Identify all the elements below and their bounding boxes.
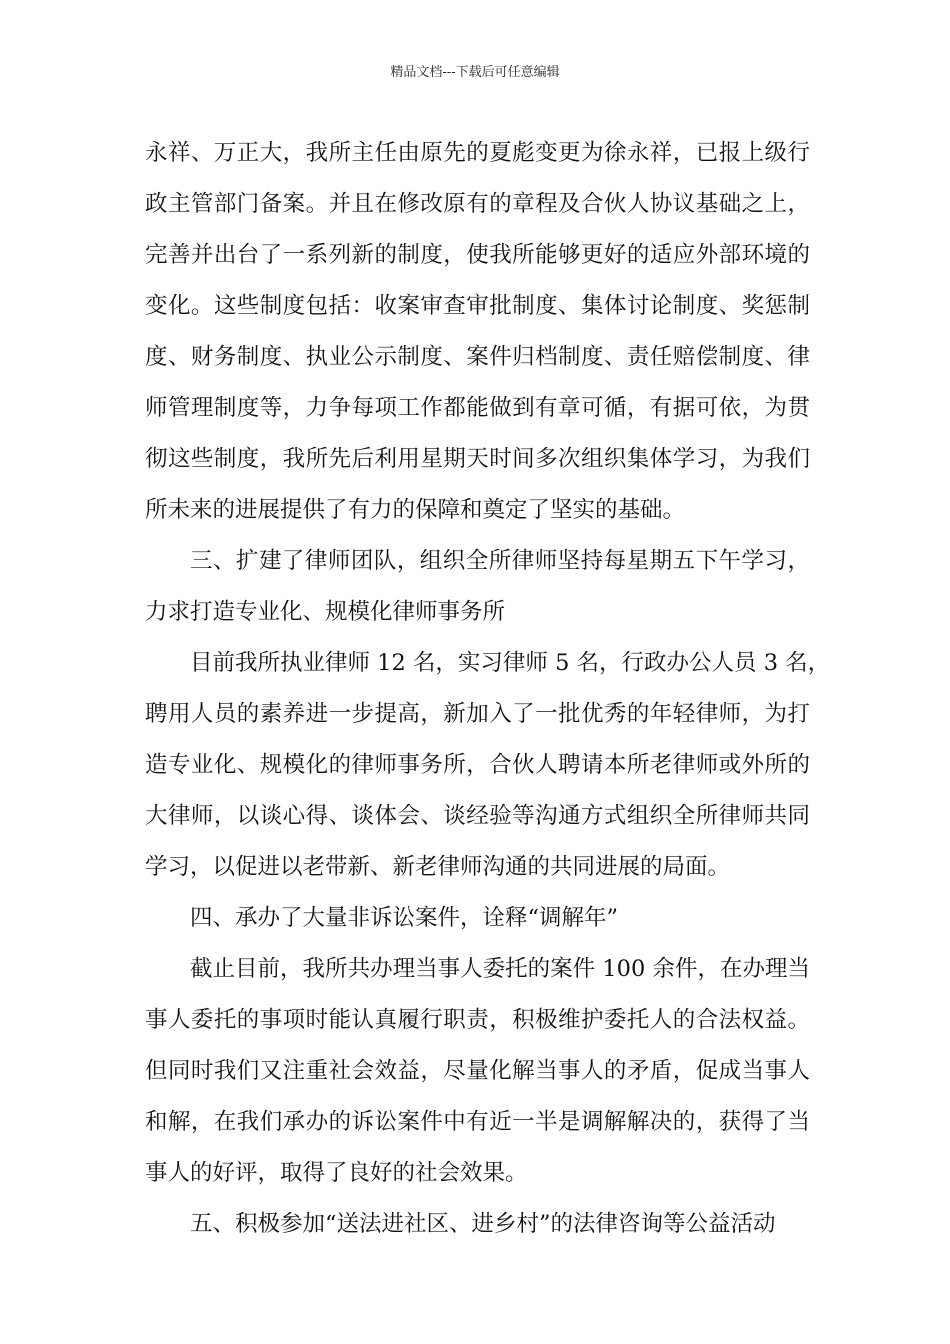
body-line: 和解，在我们承办的诉讼案件中有近一半是调解解决的，获得了当 [145, 1109, 810, 1135]
document-body [145, 128, 831, 1250]
body-line: 聘用人员的素养进一步提高，新加入了一批优秀的年轻律师，为打 [145, 701, 810, 727]
page-header: 精品文档---下载后可任意编辑 [390, 65, 560, 80]
body-line: 政主管部门备案。并且在修改原有的章程及合伙人协议基础之上， [145, 191, 810, 217]
section-heading: 四、承办了大量非诉讼案件，诠释“调解年” [190, 905, 619, 931]
body-line: 彻这些制度，我所先后利用星期天时间多次组织集体学习，为我们 [145, 446, 810, 472]
body-line: 事人委托的事项时能认真履行职责，积极维护委托人的合法权益。 [145, 1007, 810, 1033]
body-line: 目前我所执业律师 12 名，实习律师 5 名，行政办公人员 3 名， [190, 650, 831, 676]
body-line: 事人的好评，取得了良好的社会效果。 [145, 1160, 528, 1186]
section-heading: 五、积极参加“送法进社区、进乡村”的法律咨询等公益活动 [190, 1211, 776, 1237]
body-line: 截止目前，我所共办理当事人委托的案件 100 余件，在办理当 [190, 956, 810, 982]
body-line: 永祥、万正大，我所主任由原先的夏彪变更为徐永祥，已报上级行 [145, 140, 810, 166]
body-line: 度、财务制度、执业公示制度、案件归档制度、责任赔偿制度、律 [145, 344, 810, 370]
body-line: 完善并出台了一系列新的制度，使我所能够更好的适应外部环境的 [145, 242, 810, 268]
body-line: 学习，以促进以老带新、新老律师沟通的共同进展的局面。 [145, 854, 731, 880]
body-line: 变化。这些制度包括：收案审查审批制度、集体讨论制度、奖惩制 [145, 293, 810, 319]
body-line: 大律师，以谈心得、谈体会、谈经验等沟通方式组织全所律师共同 [145, 803, 810, 829]
section-heading: 三、扩建了律师团队，组织全所律师坚持每星期五下午学习， [190, 548, 810, 574]
body-line: 所未来的进展提供了有力的保障和奠定了坚实的基础。 [145, 497, 686, 523]
section-heading: 力求打造专业化、规模化律师事务所 [145, 599, 506, 625]
body-line: 但同时我们又注重社会效益，尽量化解当事人的矛盾，促成当事人 [145, 1058, 810, 1084]
body-line: 师管理制度等，力争每项工作都能做到有章可循，有据可依，为贯 [145, 395, 810, 421]
body-line: 造专业化、规模化的律师事务所，合伙人聘请本所老律师或外所的 [145, 752, 810, 778]
